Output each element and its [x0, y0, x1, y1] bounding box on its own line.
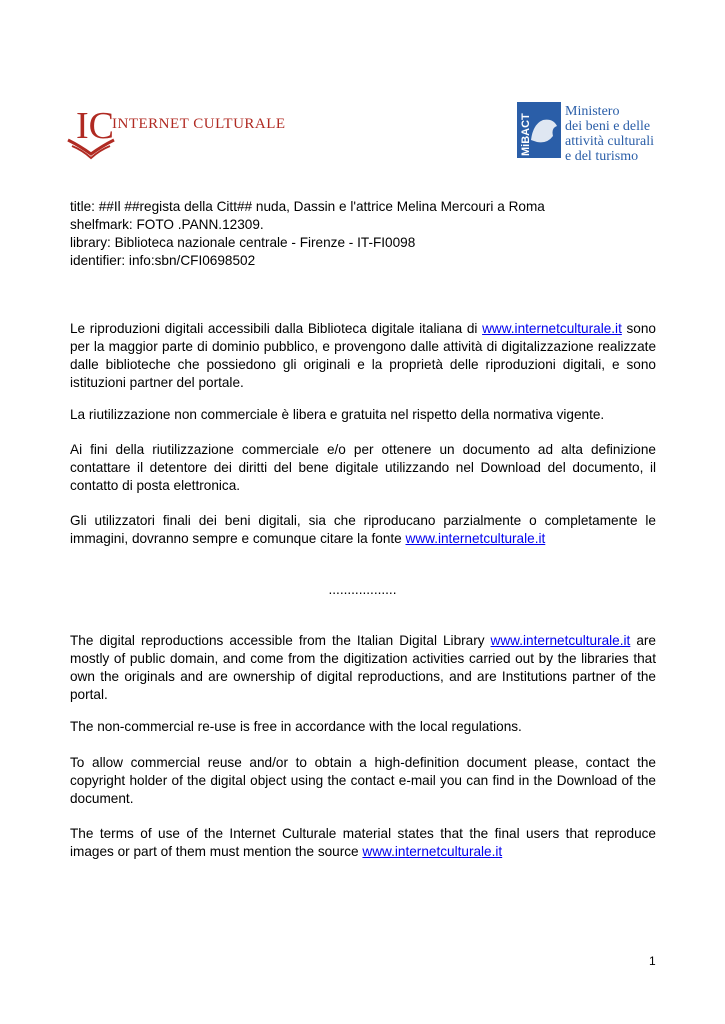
ministry-line-1: Ministero: [565, 104, 620, 119]
english-paragraph-4: [70, 825, 656, 861]
ministry-line-3: attività culturali: [565, 134, 655, 149]
metadata-identifier: identifier: info:sbn/CFI0698502: [70, 253, 256, 268]
metadata-shelfmark: shelfmark: FOTO .PANN.12309.: [70, 217, 264, 232]
internet-culturale-logo: [66, 100, 286, 160]
ic-letters: IC: [76, 105, 114, 147]
english-p1-link[interactable]: www.internetculturale.it: [490, 633, 631, 648]
italian-p1-link[interactable]: www.internetculturale.it: [482, 321, 622, 336]
english-paragraph-1: [70, 632, 656, 704]
record-metadata: [70, 198, 545, 270]
italian-paragraph-4: [70, 512, 656, 548]
english-p1-text-rest: are mostly of public domain, and come from the digitization activities carried out by the libraries that own the originals and are ownership of digital reproductions, and are Institutions partner of the portal.: [70, 633, 656, 702]
italian-p1-text: Le riproduzioni digitali accessibili dalla Biblioteca digitale italiana di: [70, 321, 483, 336]
english-p4-link[interactable]: www.internetculturale.it: [362, 844, 503, 859]
metadata-library: library: Biblioteca nazionale centrale - Firenze - IT-FI0098: [70, 235, 416, 250]
page-number: 1: [649, 954, 656, 968]
mibact-logo: [513, 100, 663, 162]
italian-paragraph-2: La riutilizzazione non commerciale è libera e gratuita nel rispetto della normativa vigente.: [70, 407, 605, 422]
italian-paragraph-3: Ai fini della riutilizzazione commerciale e/o per ottenere un documento ad alta definizione contattare il detentore dei diritti del bene digitale utilizzando nel Download del documento, il contatto di posta elettronica.: [70, 442, 656, 493]
ministry-name: [565, 104, 654, 164]
italian-p4-link[interactable]: www.internetculturale.it: [405, 531, 546, 546]
metadata-title: title: ##Il ##regista della Citt## nuda, Dassin e l'attrice Melina Mercouri a Roma: [70, 199, 545, 214]
ministry-line-2: dei beni e delle: [565, 119, 651, 134]
italian-paragraph-1: [70, 320, 656, 392]
mibact-side-label: MiBACT: [520, 113, 532, 156]
italian-p4-text: Gli utilizzatori finali dei beni digitali, sia che riproducano parzialmente o completamente le immagini, dovranno sempre e comunque citare la fonte: [70, 513, 656, 546]
section-separator: ..................: [328, 582, 397, 597]
italian-p1-text-rest: sono per la maggior parte di dominio pubblico, e provengono dalle attività di digitalizzazione realizzate dalle biblioteche che possiedono gli originali e la proprietà delle riproduzioni digitali, e sono istituzioni partner del portale.: [70, 321, 656, 390]
mibact-emblem-icon: [513, 100, 565, 162]
english-p1-text: The digital reproductions accessible from the Italian Digital Library: [70, 633, 491, 648]
english-paragraph-3: To allow commercial reuse and/or to obtain a high-definition document please, contact the copyright holder of the digital object using the contact e-mail you can find in the Download of the document.: [70, 755, 656, 806]
ic-book-icon: [66, 100, 116, 160]
internet-culturale-wordmark: INTERNET CULTURALE: [112, 116, 286, 132]
english-paragraph-2: The non-commercial re-use is free in accordance with the local regulations.: [70, 719, 522, 734]
english-p4-text: The terms of use of the Internet Culturale material states that the final users that reproduce images or part of them must mention the source: [70, 826, 656, 859]
ministry-line-4: e del turismo: [565, 149, 639, 164]
